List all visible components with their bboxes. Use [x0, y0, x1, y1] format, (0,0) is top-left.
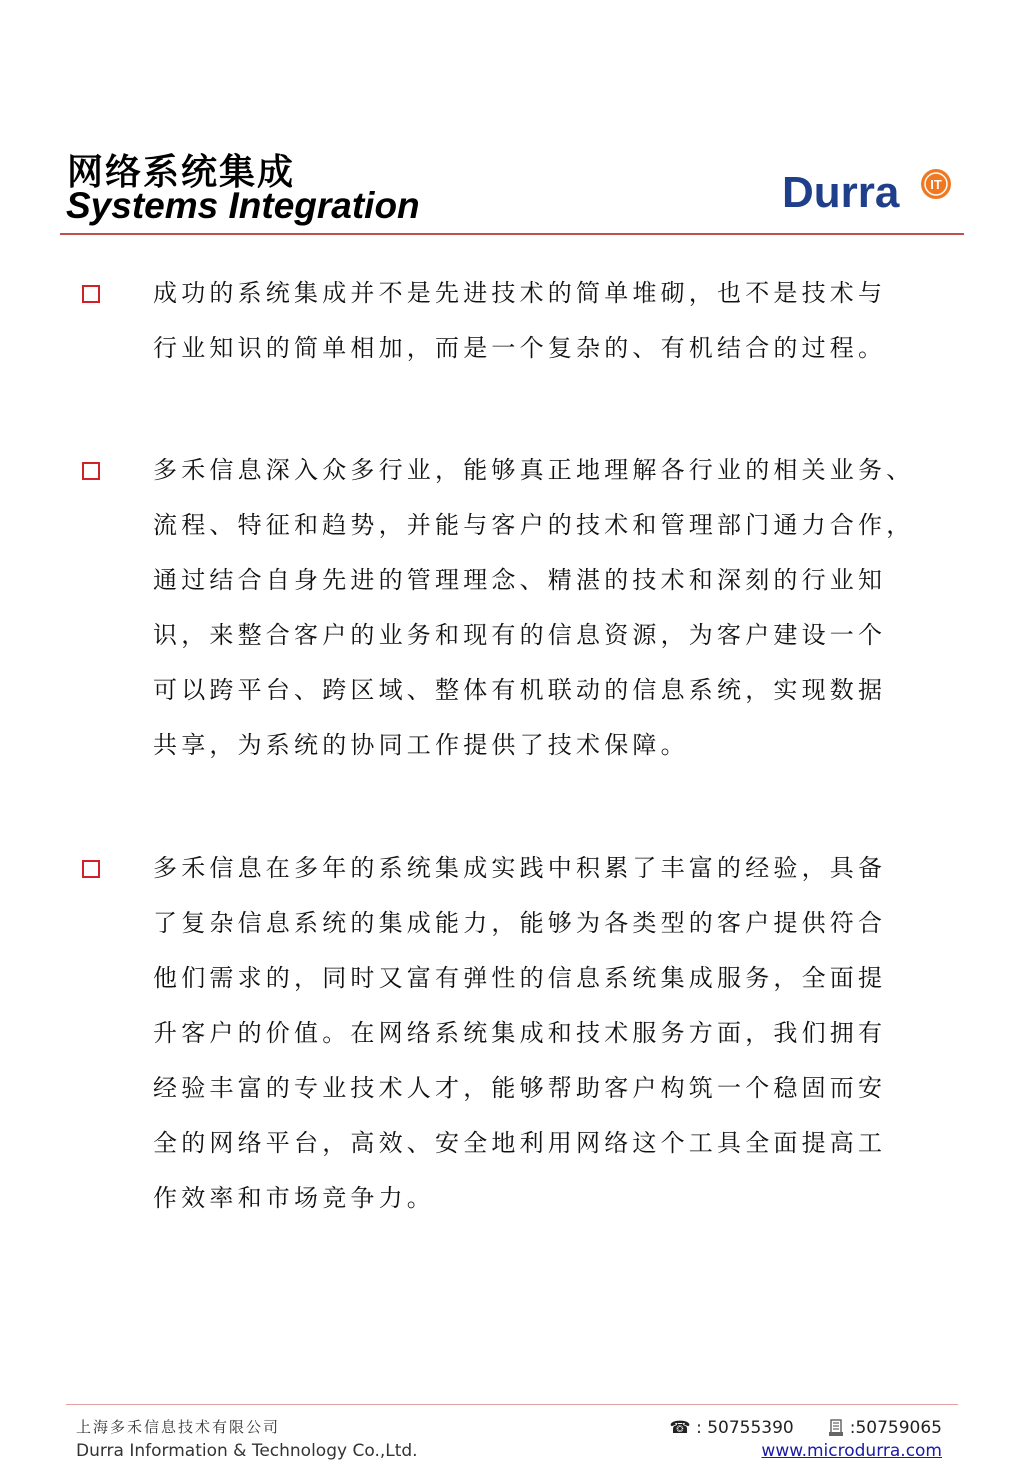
paragraph-line: 流程、特征和趋势，并能与客户的技术和管理部门通力合作，: [153, 511, 915, 539]
paragraph-line: 行业知识的简单相加，而是一个复杂的、有机结合的过程。: [153, 334, 887, 362]
paragraph-line: 作效率和市场竞争力。: [153, 1184, 435, 1212]
paragraph-line: 多禾信息深入众多行业，能够真正地理解各行业的相关业务、: [153, 456, 915, 484]
page-title-en: Systems Integration: [66, 185, 420, 226]
paragraph-line: 识，来整合客户的业务和现有的信息资源，为客户建设一个: [153, 621, 887, 649]
paragraph-2: [153, 443, 953, 773]
footer-divider: [66, 1404, 958, 1405]
paragraph-line: 可以跨平台、跨区域、整体有机联动的信息系统，实现数据: [153, 676, 887, 704]
footer-company-en: Durra Information & Technology Co.,Ltd.: [76, 1441, 418, 1461]
paragraph-3: [153, 841, 953, 1226]
footer-company-cn: 上海多禾信息技术有限公司: [76, 1418, 281, 1436]
bullet-checkbox-icon: [82, 462, 100, 480]
bullet-checkbox-icon: [82, 860, 100, 878]
footer-phone: ☎ : 50755390: [669, 1418, 794, 1438]
page-title-cn: 网络系统集成: [67, 151, 296, 193]
paragraph-1: [153, 266, 953, 376]
header-divider: [60, 233, 964, 235]
durra-it-logo: [782, 166, 957, 214]
paragraph-line: 他们需求的，同时又富有弹性的信息系统集成服务，全面提: [153, 964, 887, 992]
fax-icon: [828, 1419, 844, 1437]
paragraph-line: 了复杂信息系统的集成能力，能够为各类型的客户提供符合: [153, 909, 887, 937]
footer-contact: [669, 1416, 942, 1440]
paragraph-line: 升客户的价值。在网络系统集成和技术服务方面，我们拥有: [153, 1019, 887, 1047]
footer-website-link[interactable]: www.microdurra.com: [761, 1441, 942, 1461]
logo-wordmark: Durra: [782, 168, 900, 214]
footer-fax: :50759065: [849, 1418, 942, 1438]
paragraph-line: 成功的系统集成并不是先进技术的简单堆砌，也不是技术与: [153, 279, 887, 307]
logo-badge-text: IT: [930, 177, 942, 192]
bullet-checkbox-icon: [82, 285, 100, 303]
paragraph-line: 全的网络平台，高效、安全地利用网络这个工具全面提高工: [153, 1129, 887, 1157]
paragraph-line: 经验丰富的专业技术人才，能够帮助客户构筑一个稳固而安: [153, 1074, 887, 1102]
paragraph-line: 多禾信息在多年的系统集成实践中积累了丰富的经验，具备: [153, 854, 887, 882]
paragraph-line: 共享，为系统的协同工作提供了技术保障。: [153, 731, 689, 759]
paragraph-line: 通过结合自身先进的管理理念、精湛的技术和深刻的行业知: [153, 566, 887, 594]
